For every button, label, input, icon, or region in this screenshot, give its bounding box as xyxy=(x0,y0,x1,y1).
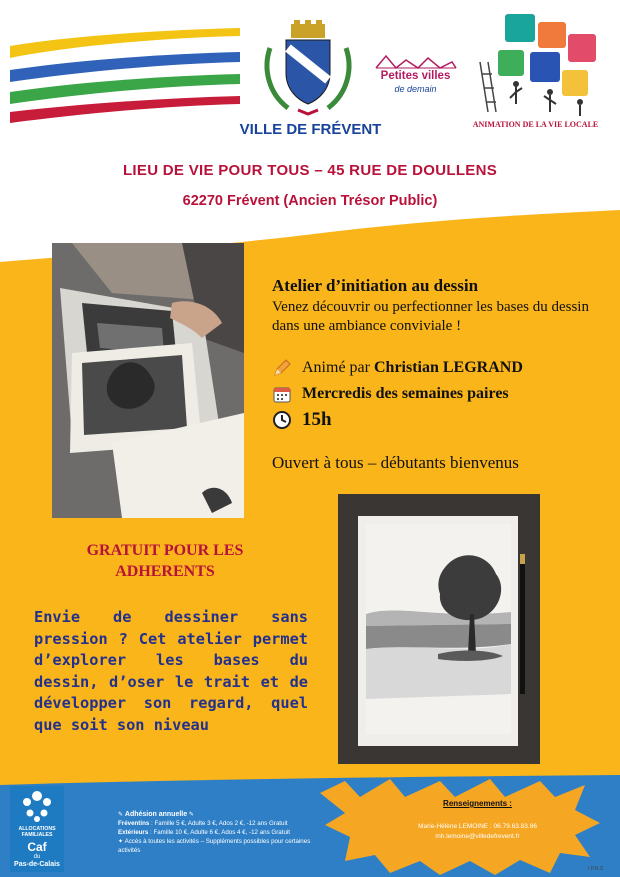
schedule-text: Mercredis des semaines paires xyxy=(302,385,509,402)
tree-drawing-photo xyxy=(338,494,540,764)
time-row xyxy=(272,408,332,432)
freventins-label: Fréventins xyxy=(118,820,150,827)
open-to-all: Ouvert à tous – débutants bienvenus xyxy=(272,453,519,472)
renseignements-title: Renseignements : xyxy=(443,799,512,808)
ville-name: VILLE DE FRÉVENT xyxy=(239,121,382,138)
access-text: Accès à toutes les activités – Suppléments possibles pour certaines activités xyxy=(118,838,311,854)
caf-family-icon xyxy=(10,786,64,826)
free-line-1: GRATUIT POUR LES xyxy=(86,542,244,559)
address-line-1: LIEU DE VIE POUR TOUS – 45 RUE DE DOULLENS xyxy=(122,162,498,179)
exterieurs-text: : Famille 10 €, Adulte 6 €, Ados 4 €, -12 ans Gratuit xyxy=(148,829,290,836)
frevent-coat-of-arms xyxy=(258,18,358,118)
event-title: Atelier d’initiation au dessin xyxy=(272,276,479,295)
adhesion-pencil-icon-2: ✎ xyxy=(187,811,195,818)
pencil-icon xyxy=(272,358,292,378)
ipns-mark: I.P.N.S xyxy=(588,866,604,872)
contact-phone: Marie-Hélène LEMOINE : 06.79.63.83.86 xyxy=(418,823,537,830)
caf-alloc-text: ALLOCATIONS FAMILIALES xyxy=(18,826,56,838)
tricolor-stripes xyxy=(10,28,240,123)
contact-email[interactable]: mh.lemoine@villedefrevent.fr xyxy=(435,833,520,840)
clock-icon xyxy=(272,410,292,430)
adhesion-info xyxy=(118,810,333,855)
drawing-hands-photo xyxy=(52,243,244,518)
free-line-2: ADHERENTS xyxy=(115,563,215,580)
time-text: 15h xyxy=(302,409,332,430)
animation-label: ANIMATION DE LA VIE LOCALE xyxy=(472,120,599,129)
event-description: Venez découvrir ou perfectionner les bases du dessin dans une ambiance conviviale ! xyxy=(272,299,589,334)
address-line-2: 62270 Frévent (Ancien Trésor Public) xyxy=(182,193,438,209)
puzzle-illustration-icon xyxy=(470,12,600,117)
petites-villes-title: Petites villes xyxy=(380,70,451,82)
free-for-members xyxy=(54,540,276,582)
exterieurs-label: Extérieurs xyxy=(118,829,149,836)
animator-name: Christian LEGRAND xyxy=(373,359,523,376)
animator-row xyxy=(272,356,523,380)
adhesion-pencil-icon: ✎ xyxy=(118,811,125,818)
calendar-icon xyxy=(272,384,292,404)
schedule-row xyxy=(272,382,509,406)
workshop-pitch: Envie de dessiner sans pression ? Cet atelier permet d’explorer les bases du dessin, d’oser le trait et de développer son regard, quel que soit son niveau xyxy=(34,608,308,734)
caf-name: Caf xyxy=(27,840,47,854)
caf-du: du xyxy=(33,854,41,860)
animator-prefix: Animé par xyxy=(302,359,374,376)
adhesion-title: Adhésion annuelle xyxy=(124,811,188,818)
caf-pas-de-calais: Pas-de-Calais xyxy=(14,861,60,868)
freventins-text: : Famille 5 €, Adulte 3 €, Ados 2 €, -12 ans Gratuit xyxy=(149,820,288,827)
access-star-icon: ✦ xyxy=(118,838,125,845)
petites-villes-subtitle: de demain xyxy=(394,84,437,94)
